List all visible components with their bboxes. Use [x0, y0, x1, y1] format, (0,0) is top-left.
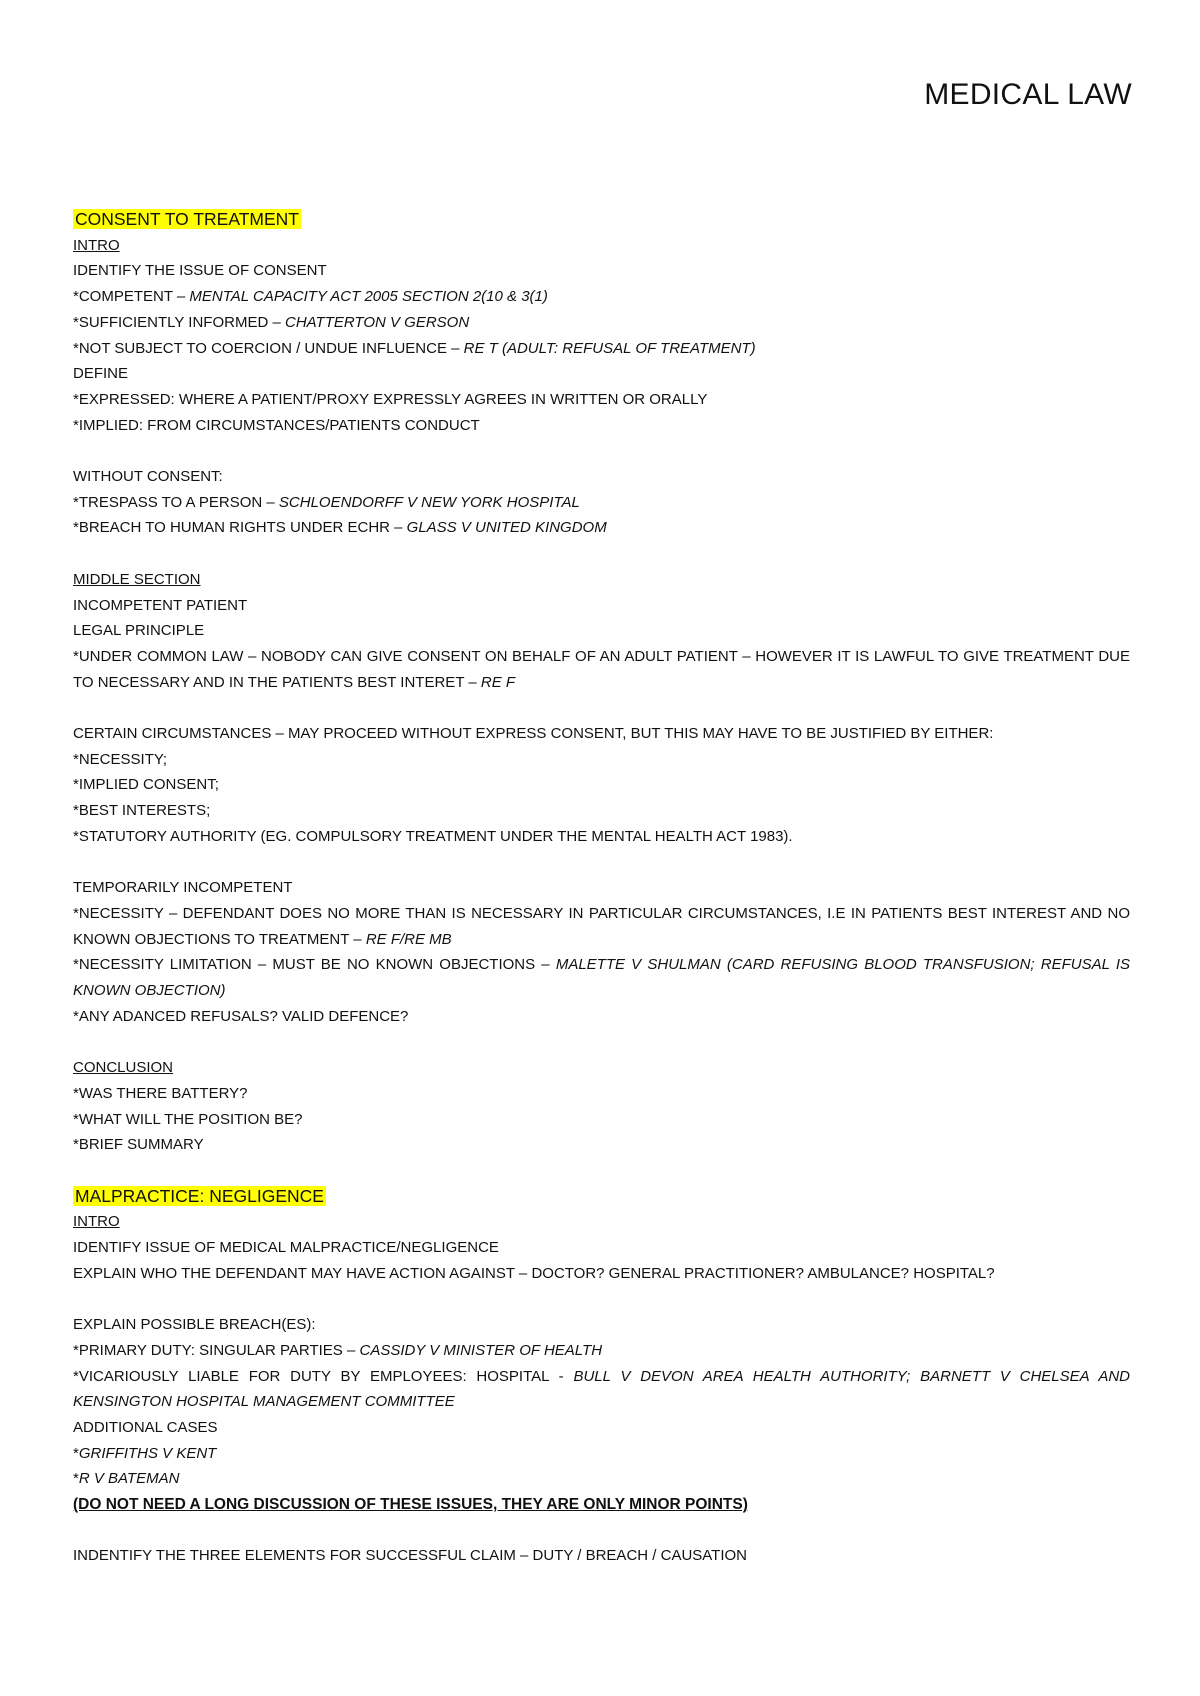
spacer — [73, 695, 1130, 721]
spacer — [73, 541, 1130, 567]
consent-limitation-paragraph — [73, 952, 1130, 1003]
malpractice-minor-note: (DO NOT NEED A LONG DISCUSSION OF THESE ISSUES, THEY ARE ONLY MINOR POINTS) — [73, 1496, 748, 1514]
consent-summary: *BRIEF SUMMARY — [73, 1136, 204, 1154]
spacer — [73, 1518, 1130, 1544]
consent-coercion: *NOT SUBJECT TO COERCION / UNDUE INFLUENCE – — [73, 339, 464, 357]
consent-intro-label: INTRO — [73, 236, 120, 254]
consent-expressed: *EXPRESSED: WHERE A PATIENT/PROXY EXPRESSLY AGREES IN WRITTEN OR ORALLY — [73, 390, 708, 408]
spacer — [73, 438, 1130, 464]
malpractice-star: * — [73, 1444, 79, 1462]
consent-competent-case: MENTAL CAPACITY ACT 2005 SECTION 2(10 & 3(1) — [189, 288, 548, 306]
consent-battery: *WAS THERE BATTERY? — [73, 1084, 248, 1102]
consent-define: DEFINE — [73, 365, 129, 383]
malpractice-bateman-line — [73, 1466, 1130, 1492]
consent-implied: *IMPLIED: FROM CIRCUMSTANCES/PATIENTS CONDUCT — [73, 416, 480, 434]
malpractice-intro-label: INTRO — [73, 1213, 120, 1231]
consent-common-law: *UNDER COMMON LAW – NOBODY CAN GIVE CONSENT ON BEHALF OF AN ADULT PATIENT – HOWEVER IT IS LAWFUL TO GIVE TREATMENT DUE TO NECESSARY AND IN THE PATIENTS BEST INTERET – — [73, 647, 1130, 691]
consent-limitation: *NECESSITY LIMITATION – MUST BE NO KNOWN OBJECTIONS – — [73, 956, 556, 974]
consent-conclusion-label: CONCLUSION — [73, 1059, 174, 1077]
consent-breach-line — [73, 515, 1130, 541]
malpractice-vicarious: *VICARIOUSLY LIABLE FOR DUTY BY EMPLOYEES: HOSPITAL - — [73, 1367, 574, 1385]
consent-necessity-long: *NECESSITY – DEFENDANT DOES NO MORE THAN IS NECESSARY IN PARTICULAR CIRCUMSTANCES, I.E IN PATIENTS BEST INTEREST AND NO KNOWN OBJECTIONS TO TREATMENT – — [73, 904, 1130, 948]
consent-necessity-paragraph — [73, 901, 1130, 952]
malpractice-vicarious-case: BULL V DEVON AREA HEALTH AUTHORITY; BARNETT V CHELSEA AND KENSINGTON HOSPITAL MANAGEMENT COMMITTEE — [73, 1367, 1130, 1411]
malpractice-vicarious-paragraph — [73, 1364, 1130, 1415]
consent-heading-highlight: CONSENT TO TREATMENT — [75, 209, 299, 229]
consent-without: WITHOUT CONSENT: — [73, 468, 223, 486]
malpractice-three-elements: INDENTIFY THE THREE ELEMENTS FOR SUCCESSFUL CLAIM – DUTY / BREACH / CAUSATION — [73, 1547, 748, 1565]
malpractice-identify: IDENTIFY ISSUE OF MEDICAL MALPRACTICE/NEGLIGENCE — [73, 1239, 499, 1257]
consent-trespass: *TRESPASS TO A PERSON – — [73, 493, 279, 511]
consent-identify: IDENTIFY THE ISSUE OF CONSENT — [73, 262, 327, 280]
consent-trespass-line — [73, 490, 1130, 516]
consent-coercion-case: RE T (ADULT: REFUSAL OF TREATMENT) — [463, 339, 756, 357]
section-heading-consent — [73, 207, 1130, 233]
consent-competent-line — [73, 284, 1130, 310]
consent-temporarily: TEMPORARILY INCOMPETENT — [73, 879, 293, 897]
consent-trespass-case: SCHLOENDORFF V NEW YORK HOSPITAL — [278, 493, 580, 511]
consent-statutory: *STATUTORY AUTHORITY (EG. COMPULSORY TREATMENT UNDER THE MENTAL HEALTH ACT 1983). — [73, 827, 793, 845]
consent-informed: *SUFFICIENTLY INFORMED – — [73, 313, 285, 331]
section-heading-malpractice — [73, 1184, 1130, 1210]
malpractice-griffiths-line — [73, 1441, 1130, 1467]
consent-informed-line — [73, 310, 1130, 336]
malpractice-additional: ADDITIONAL CASES — [73, 1418, 218, 1436]
consent-necessity: *NECESSITY; — [73, 750, 168, 768]
consent-incompetent: INCOMPETENT PATIENT — [73, 596, 248, 614]
malpractice-star: * — [73, 1470, 79, 1488]
document-body — [73, 207, 1130, 1569]
consent-circumstances: CERTAIN CIRCUMSTANCES – MAY PROCEED WITHOUT EXPRESS CONSENT, BUT THIS MAY HAVE TO BE JUSTIFIED BY EITHER: — [73, 725, 994, 743]
malpractice-possible-breach: EXPLAIN POSSIBLE BREACH(ES): — [73, 1316, 316, 1334]
malpractice-explain-who: EXPLAIN WHO THE DEFENDANT MAY HAVE ACTION AGAINST – DOCTOR? GENERAL PRACTITIONER? AMBULANCE? HOSPITAL? — [73, 1264, 995, 1282]
consent-common-law-case: RE F — [480, 673, 516, 691]
malpractice-bateman: R V BATEMAN — [78, 1470, 180, 1488]
consent-middle-label: MIDDLE SECTION — [73, 570, 201, 588]
spacer — [73, 1029, 1130, 1055]
consent-implied-consent: *IMPLIED CONSENT; — [73, 776, 219, 794]
consent-competent: *COMPETENT – — [73, 288, 190, 306]
consent-best-interests: *BEST INTERESTS; — [73, 802, 211, 820]
consent-breach-case: GLASS V UNITED KINGDOM — [406, 519, 607, 537]
spacer — [73, 1286, 1130, 1312]
spacer — [73, 1158, 1130, 1184]
consent-limitation-case: MALETTE V SHULMAN (CARD REFUSING BLOOD TRANSFUSION; REFUSAL IS KNOWN OBJECTION) — [73, 956, 1130, 1000]
malpractice-griffiths: GRIFFITHS V KENT — [78, 1444, 217, 1462]
consent-coercion-line — [73, 336, 1130, 362]
consent-advanced: *ANY ADANCED REFUSALS? VALID DEFENCE? — [73, 1007, 409, 1025]
consent-necessity-case: RE F/RE MB — [365, 930, 452, 948]
consent-legal-principle: LEGAL PRINCIPLE — [73, 622, 205, 640]
malpractice-primary: *PRIMARY DUTY: SINGULAR PARTIES – — [73, 1341, 360, 1359]
malpractice-primary-line — [73, 1338, 1130, 1364]
consent-position: *WHAT WILL THE POSITION BE? — [73, 1110, 303, 1128]
malpractice-heading-highlight: MALPRACTICE: NEGLIGENCE — [75, 1185, 324, 1206]
spacer — [73, 850, 1130, 876]
malpractice-primary-case: CASSIDY V MINISTER OF HEALTH — [359, 1341, 603, 1359]
document-title: MEDICAL LAW — [924, 78, 1132, 111]
consent-common-law-paragraph — [73, 644, 1130, 695]
consent-breach: *BREACH TO HUMAN RIGHTS UNDER ECHR – — [73, 519, 407, 537]
consent-informed-case: CHATTERTON V GERSON — [284, 313, 470, 331]
